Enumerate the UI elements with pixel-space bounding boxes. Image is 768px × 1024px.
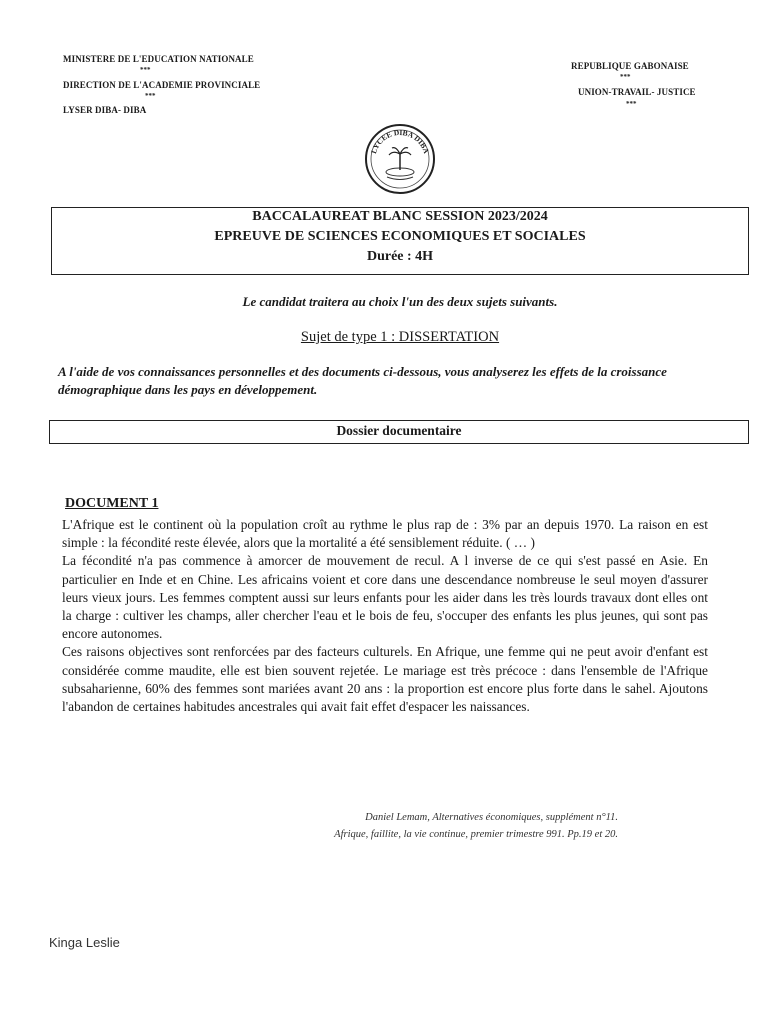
direction-label: DIRECTION DE L'ACADEMIE PROVINCIALE bbox=[63, 80, 261, 90]
exam-session-title: BACCALAUREAT BLANC SESSION 2023/2024 bbox=[252, 209, 548, 224]
svg-text:LYCEE DIBA DIBA: LYCEE DIBA DIBA bbox=[368, 127, 432, 155]
header-left-stars-2: *** bbox=[145, 92, 156, 100]
subject-prompt: A l'aide de vos connaissances personnelles et des documents ci-dessous, vous analyserez les effets de la croissance démographique dans les pays en développement. bbox=[58, 364, 667, 397]
dossier-title: Dossier documentaire bbox=[336, 423, 462, 438]
document-title: DOCUMENT 1 bbox=[65, 496, 159, 511]
document-source-line-2: Afrique, faillite, la vie continue, premier trimestre 991. Pp.19 et 20. bbox=[334, 829, 618, 840]
document-paragraph: L'Afrique est le continent où la population croît au rythme le plus rap de : 3% par an depuis 1970. La raison en est simple : la fécondité reste élevée, alors que la mortalité a été sensiblement réduite. ( … ) bbox=[62, 517, 708, 551]
header-left-stars-1: *** bbox=[140, 66, 151, 74]
exam-subject-title: EPREUVE DE SCIENCES ECONOMIQUES ET SOCIALES bbox=[214, 229, 586, 244]
header-right-stars-1: *** bbox=[620, 73, 631, 81]
header-right-stars-2: *** bbox=[626, 100, 637, 108]
candidate-instruction: Le candidat traitera au choix l'un des deux sujets suivants. bbox=[242, 294, 558, 309]
school-logo bbox=[363, 122, 437, 196]
school-label: LYSER DIBA- DIBA bbox=[63, 105, 147, 115]
exam-duration: Durée : 4H bbox=[366, 249, 434, 264]
subject-title: Sujet de type 1 : DISSERTATION bbox=[300, 329, 500, 345]
document-paragraph: Ces raisons objectives sont renforcées par des facteurs culturels. En Afrique, une femme qui ne peut avoir d'enfant est considérée comme maudite, elle est bien souvent rejetée. Le mariage est très précoce : dans l'ensemble de l'Afrique subsaharienne, 60% des femmes sont mariées avant 20 ans : la proportion est encore plus forte dans le sahel. Ajoutons l'abandon de certaines habitudes ancestrales qui avait fait effet d'espacer les naissances. bbox=[62, 644, 708, 715]
document-paragraph: La fécondité n'a pas commence à amorcer de mouvement de recul. A l inverse de ce qui s'est passé en Asie. En particulier en Inde et en Chine. Les africains voient et core dans une descendance nombreuse le seul moyen d'assurer leurs vieux jours. Les femmes comptent aussi sur leurs enfants pour les aider dans les très lourds travaux dont elles ont la charge : cultiver les champs, aller chercher l'eau et le bois de feu, s'occuper des enfants les plus jeunes, qui sont pas encore autonomes. bbox=[62, 553, 708, 642]
country-label: REPUBLIQUE GABONAISE bbox=[571, 61, 689, 71]
motto-label: UNION-TRAVAIL- JUSTICE bbox=[578, 87, 696, 97]
footer-author-name: Kinga Leslie bbox=[49, 935, 120, 950]
ministry-label: MINISTERE DE L'EDUCATION NATIONALE bbox=[63, 54, 254, 64]
document-body bbox=[62, 516, 708, 716]
document-source-line-1: Daniel Lemam, Alternatives économiques, supplément n°11. bbox=[365, 812, 618, 823]
